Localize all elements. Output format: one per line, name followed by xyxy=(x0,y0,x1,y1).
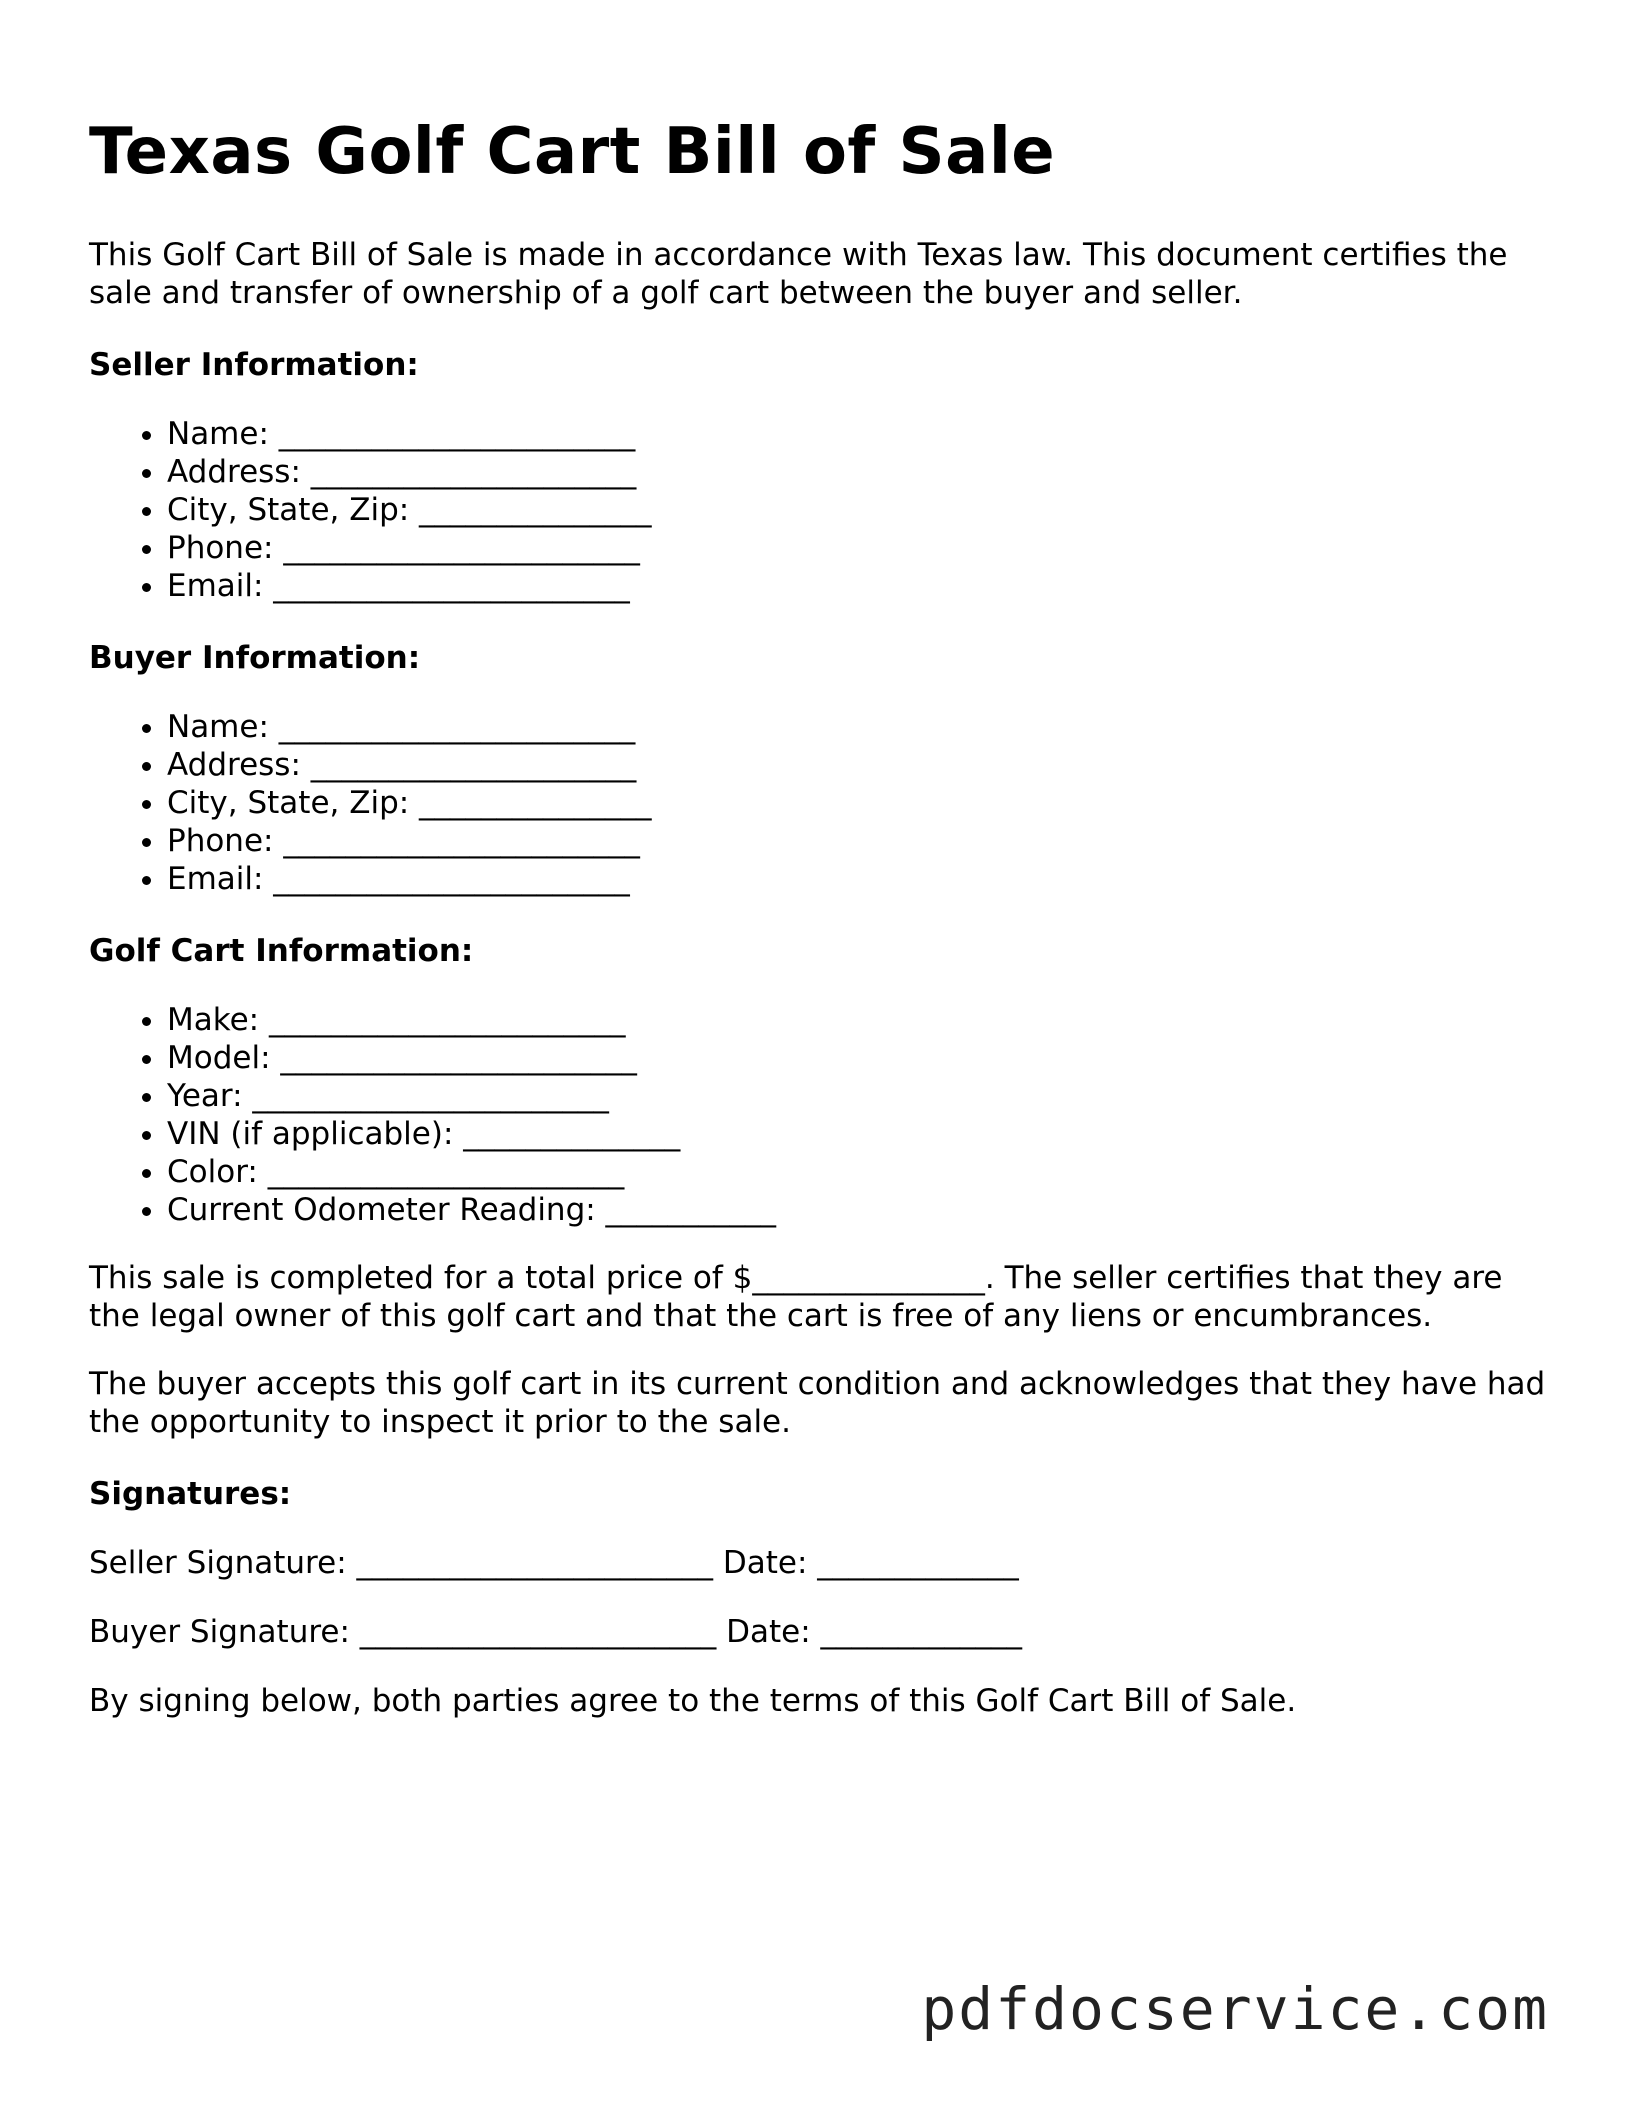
seller-heading: Seller Information: xyxy=(89,347,419,383)
signatures-heading: Signatures: xyxy=(89,1476,292,1512)
seller-field-list xyxy=(89,415,1549,605)
closing-statement: By signing below, both parties agree to the terms of this Golf Cart Bill of Sale. xyxy=(89,1683,1297,1719)
cart-color-field: • Color: _______________________ xyxy=(167,1153,1549,1191)
seller-name-field: • Name: _______________________ xyxy=(167,415,1549,453)
buyer-name-field: • Name: _______________________ xyxy=(167,708,1549,746)
buyer-address-field: • Address: _____________________ xyxy=(167,746,1549,784)
cart-heading: Golf Cart Information: xyxy=(89,933,474,969)
document-page xyxy=(89,112,1549,1751)
intro-paragraph: This Golf Cart Bill of Sale is made in accordance with Texas law. This document certifies the sale and transfer of ownership of a golf cart between the buyer and seller. xyxy=(89,237,1508,311)
buyer-signature-line: Buyer Signature: _______________________ Date: _____________ xyxy=(89,1614,1023,1650)
buyer-city-field: • City, State, Zip: _______________ xyxy=(167,784,1549,822)
buyer-field-list xyxy=(89,708,1549,898)
seller-address-field: • Address: _____________________ xyxy=(167,453,1549,491)
seller-signature-line: Seller Signature: _______________________ Date: _____________ xyxy=(89,1545,1019,1581)
buyer-email-field: • Email: _______________________ xyxy=(167,860,1549,898)
cart-odometer-field: • Current Odometer Reading: ___________ xyxy=(167,1191,1549,1229)
document-title: Texas Golf Cart Bill of Sale xyxy=(89,115,1056,189)
cart-model-field: • Model: _______________________ xyxy=(167,1039,1549,1077)
cart-make-field: • Make: _______________________ xyxy=(167,1001,1549,1039)
cart-year-field: • Year: _______________________ xyxy=(167,1077,1549,1115)
watermark: pdfdocservice.com xyxy=(921,1975,1549,2043)
buyer-phone-field: • Phone: _______________________ xyxy=(167,822,1549,860)
price-paragraph: This sale is completed for a total price of $_______________. The seller certifies that they are the legal owner of this golf cart and that the cart is free of any liens or encumbrances. xyxy=(89,1260,1503,1334)
seller-email-field: • Email: _______________________ xyxy=(167,567,1549,605)
seller-phone-field: • Phone: _______________________ xyxy=(167,529,1549,567)
seller-city-field: • City, State, Zip: _______________ xyxy=(167,491,1549,529)
condition-paragraph: The buyer accepts this golf cart in its current condition and acknowledges that they have had the opportunity to inspect it prior to the sale. xyxy=(89,1366,1546,1440)
cart-vin-field: • VIN (if applicable): ______________ xyxy=(167,1115,1549,1153)
cart-field-list xyxy=(89,1001,1549,1229)
buyer-heading: Buyer Information: xyxy=(89,640,421,676)
